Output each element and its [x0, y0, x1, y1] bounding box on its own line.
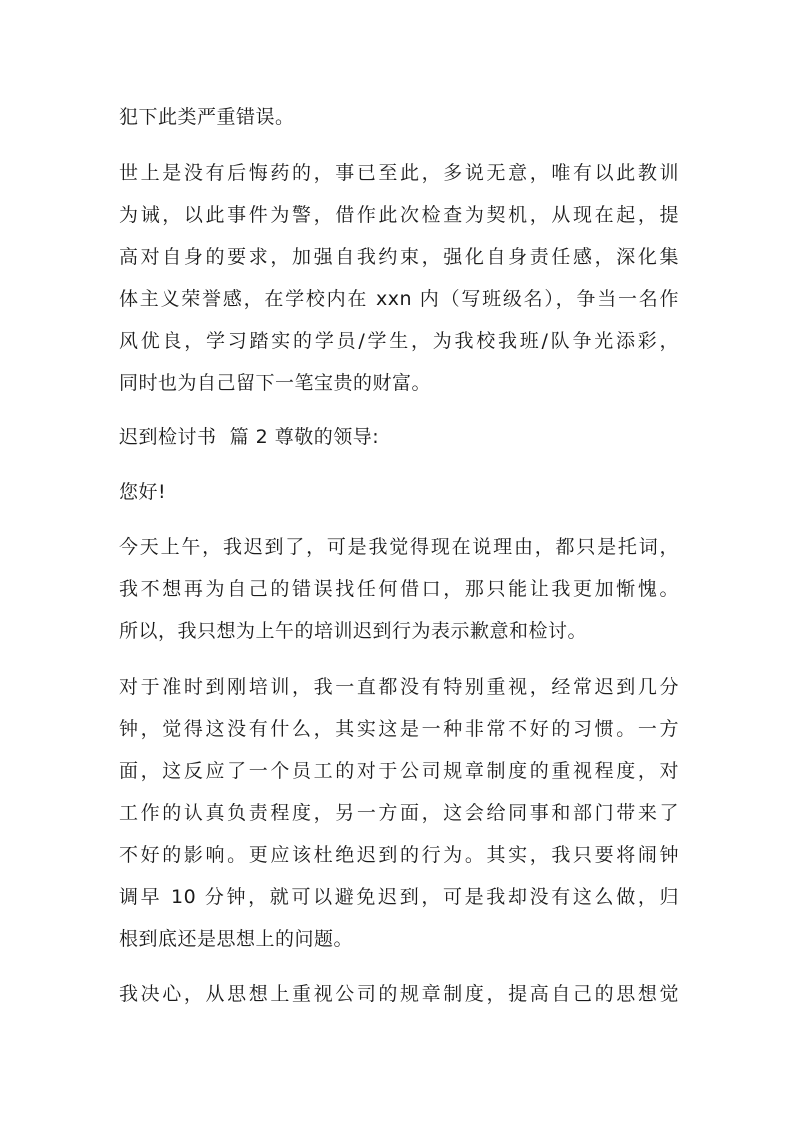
text-line: 调早 10 分钟，就可以避免迟到，可是我却没有这么做，归 [119, 886, 679, 908]
text-line: 体主义荣誉感，在学校内在 xxn 内（写班级名），争当一名作 [119, 288, 679, 310]
text-line: 不好的影响。更应该杜绝迟到的行为。其实，我只要将闹钟 [119, 844, 679, 866]
salutation: 您好! [119, 481, 167, 503]
text-line: 风优良，学习踏实的学员/学生，为我校我班/队争光添彩， [119, 330, 679, 352]
text-line: 高对自身的要求，加强自我约束，强化自身责任感，深化集 [119, 246, 679, 268]
text-line: 对于准时到刚培训，我一直都没有特别重视，经常迟到几分 [119, 676, 679, 698]
text-line: 面，这反应了一个员工的对于公司规章制度的重视程度，对 [119, 760, 679, 782]
text-line: 今天上午，我迟到了，可是我觉得现在说理由，都只是托词， [119, 536, 679, 558]
text-line: 我不想再为自己的错误找任何借口，那只能让我更加惭愧。 [119, 578, 679, 600]
text-line: 钟，觉得这没有什么，其实这是一种非常不好的习惯。一方 [119, 718, 679, 740]
text-line: 工作的认真负责程度，另一方面，这会给同事和部门带来了 [119, 802, 679, 824]
text-line: 世上是没有后悔药的，事已至此，多说无意，唯有以此教训 [119, 162, 679, 184]
text-line: 根到底还是思想上的问题。 [119, 928, 354, 950]
text-line: 为诫，以此事件为警，借作此次检查为契机，从现在起，提 [119, 204, 679, 226]
text-line: 同时也为自己留下一笔宝贵的财富。 [119, 372, 432, 394]
section-heading: 迟到检讨书 篇 2 尊敬的领导: [119, 426, 380, 448]
text-line: 所以，我只想为上午的培训迟到行为表示歉意和检讨。 [119, 620, 588, 642]
text-line: 犯下此类严重错误。 [119, 106, 295, 128]
text-line: 我决心，从思想上重视公司的规章制度，提高自己的思想觉 [119, 983, 679, 1005]
